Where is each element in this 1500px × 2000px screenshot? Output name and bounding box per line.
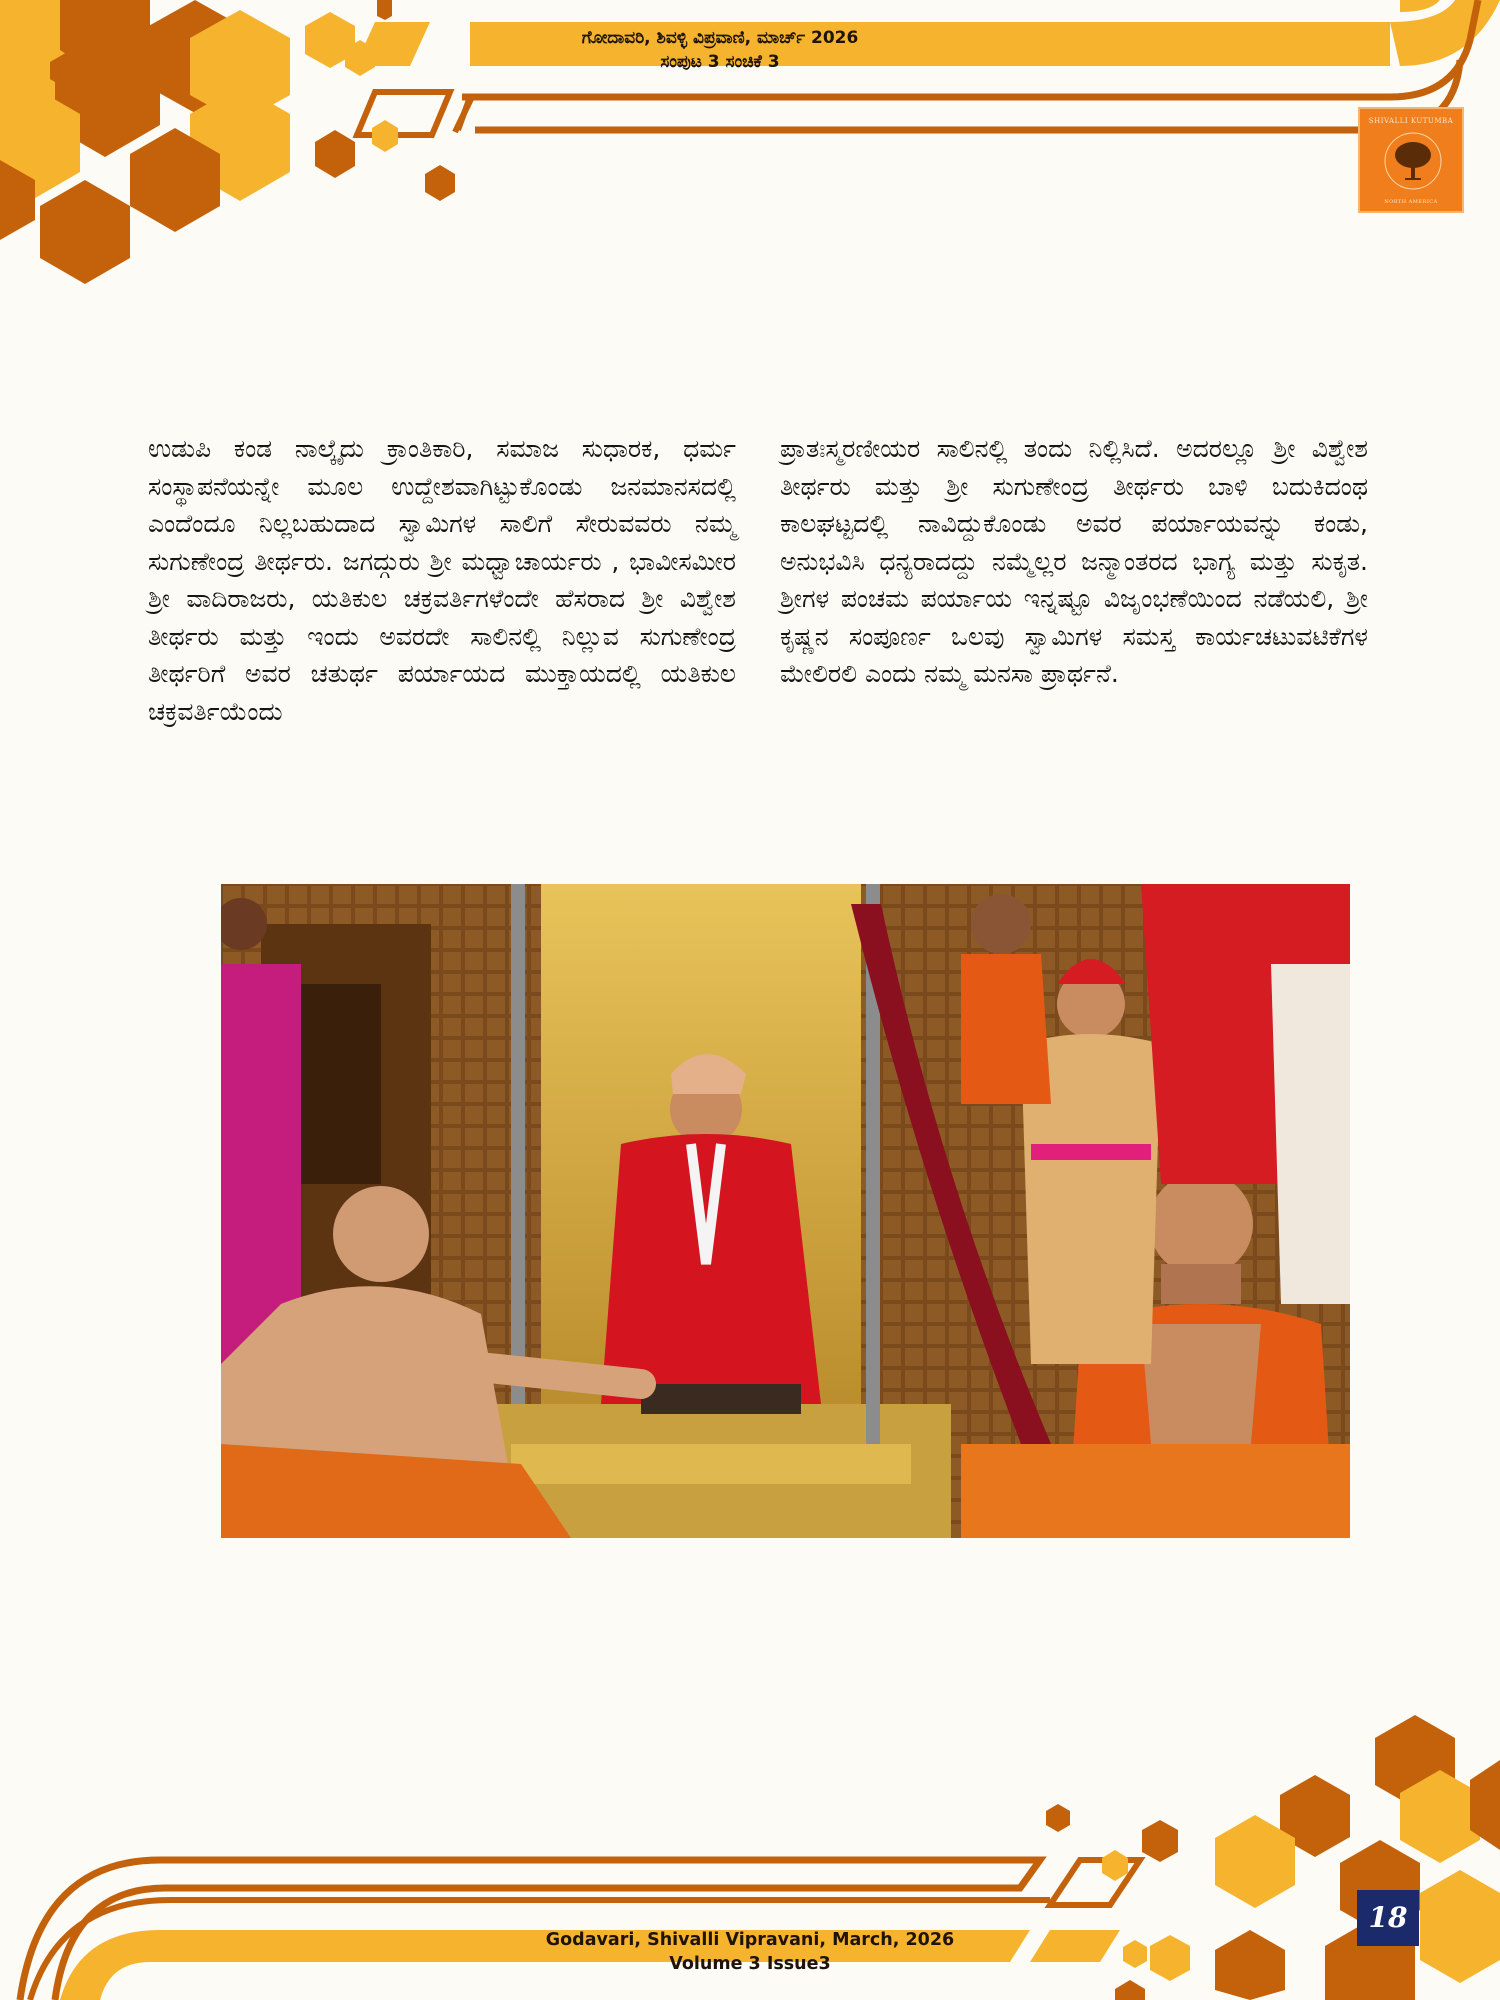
footer-title-line2: Volume 3 Issue3 [669,1954,831,1974]
footer-title [450,1928,1050,1976]
header-title [420,26,1020,74]
page-number-badge: 18 [1357,1890,1419,1946]
tree-icon [1383,131,1443,191]
ceremony-photo [221,884,1350,1538]
article-column-left: ಉಡುಪಿ ಕಂಡ ನಾಲ್ಕೈದು ಕ್ರಾಂತಿಕಾರಿ, ಸಮಾಜ ಸುಧಾರಕ, ಧರ್ಮ ಸಂಸ್ಥಾಪನೆಯನ್ನೇ ಮೂಲ ಉದ್ದೇಶವಾಗಿಟ್ಟುಕೊಂಡು ಜನಮಾನಸದಲ್ಲಿ ಎಂದೆಂದೂ ನಿಲ್ಲಬಹುದಾದ ಸ್ವಾಮಿಗಳ ಸಾಲಿಗೆ ಸೇರುವವರು ನಮ್ಮ ಸುಗುಣೇಂದ್ರ ತೀರ್ಥರು. ಜಗದ್ಗುರು ಶ್ರೀ ಮಧ್ವಾಚಾರ್ಯರು , ಭಾವೀಸಮೀರ ಶ್ರೀ ವಾದಿರಾಜರು, ಯತಿಕುಲ ಚಕ್ರವರ್ತಿಗಳೆಂದೇ ಹೆಸರಾದ ಶ್ರೀ ವಿಶ್ವೇಶ ತೀರ್ಥರು ಮತ್ತು ಇಂದು ಅವರದೇ ಸಾಲಿನಲ್ಲಿ ನಿಲ್ಲುವ ಸುಗುಣೇಂದ್ರ ತೀರ್ಥರಿಗೆ ಅವರ ಚತುರ್ಥ ಪರ್ಯಾಯದ ಮುಕ್ತಾಯದಲ್ಲಿ ಯತಿಕುಲ ಚಕ್ರವರ್ತಿಯೆಂದು [148,434,736,726]
logo-subtitle: NORTH AMERICA [1384,199,1438,205]
header-title-line1: ಗೋದಾವರಿ, ಶಿವಳ್ಳಿ ವಿಪ್ರವಾಣಿ, ಮಾರ್ಚ್ 2026 [581,28,859,48]
shivalli-kutumba-logo [1358,107,1464,213]
header-title-line2: ಸಂಪುಟ 3 ಸಂಚಿಕೆ 3 [660,52,780,72]
logo-title: SHIVALLI KUTUMBA [1368,117,1454,125]
article-column-right: ಪ್ರಾತಃಸ್ಮರಣೀಯರ ಸಾಲಿನಲ್ಲಿ ತಂದು ನಿಲ್ಲಿಸಿದೆ. ಅದರಲ್ಲೂ ಶ್ರೀ ವಿಶ್ವೇಶ ತೀರ್ಥರು ಮತ್ತು ಶ್ರೀ ಸುಗುಣೇಂದ್ರ ತೀರ್ಥರು ಬಾಳಿ ಬದುಕಿದಂಥ ಕಾಲಘಟ್ಟದಲ್ಲಿ ನಾವಿದ್ದುಕೊಂಡು ಅವರ ಪರ್ಯಾಯವನ್ನು ಕಂಡು, ಅನುಭವಿಸಿ ಧನ್ಯರಾದದ್ದು ನಮ್ಮೆಲ್ಲರ ಜನ್ಮಾಂತರದ ಭಾಗ್ಯ ಮತ್ತು ಸುಕೃತ. ಶ್ರೀಗಳ ಪಂಚಮ ಪರ್ಯಾಯ ಇನ್ನಷ್ಟೂ ವಿಜೃಂಭಣೆಯಿಂದ ನಡೆಯಲಿ, ಶ್ರೀ ಕೃಷ್ಣನ ಸಂಪೂರ್ಣ ಒಲವು ಸ್ವಾಮಿಗಳ ಸಮಸ್ತ ಕಾರ್ಯಚಟುವಟಿಕೆಗಳ ಮೇಲಿರಲಿ ಎಂದು ನಮ್ಮ ಮನಸಾ ಪ್ರಾರ್ಥನೆ. [780,434,1368,688]
footer-title-line1: Godavari, Shivalli Vipravani, March, 2026 [545,1930,955,1950]
